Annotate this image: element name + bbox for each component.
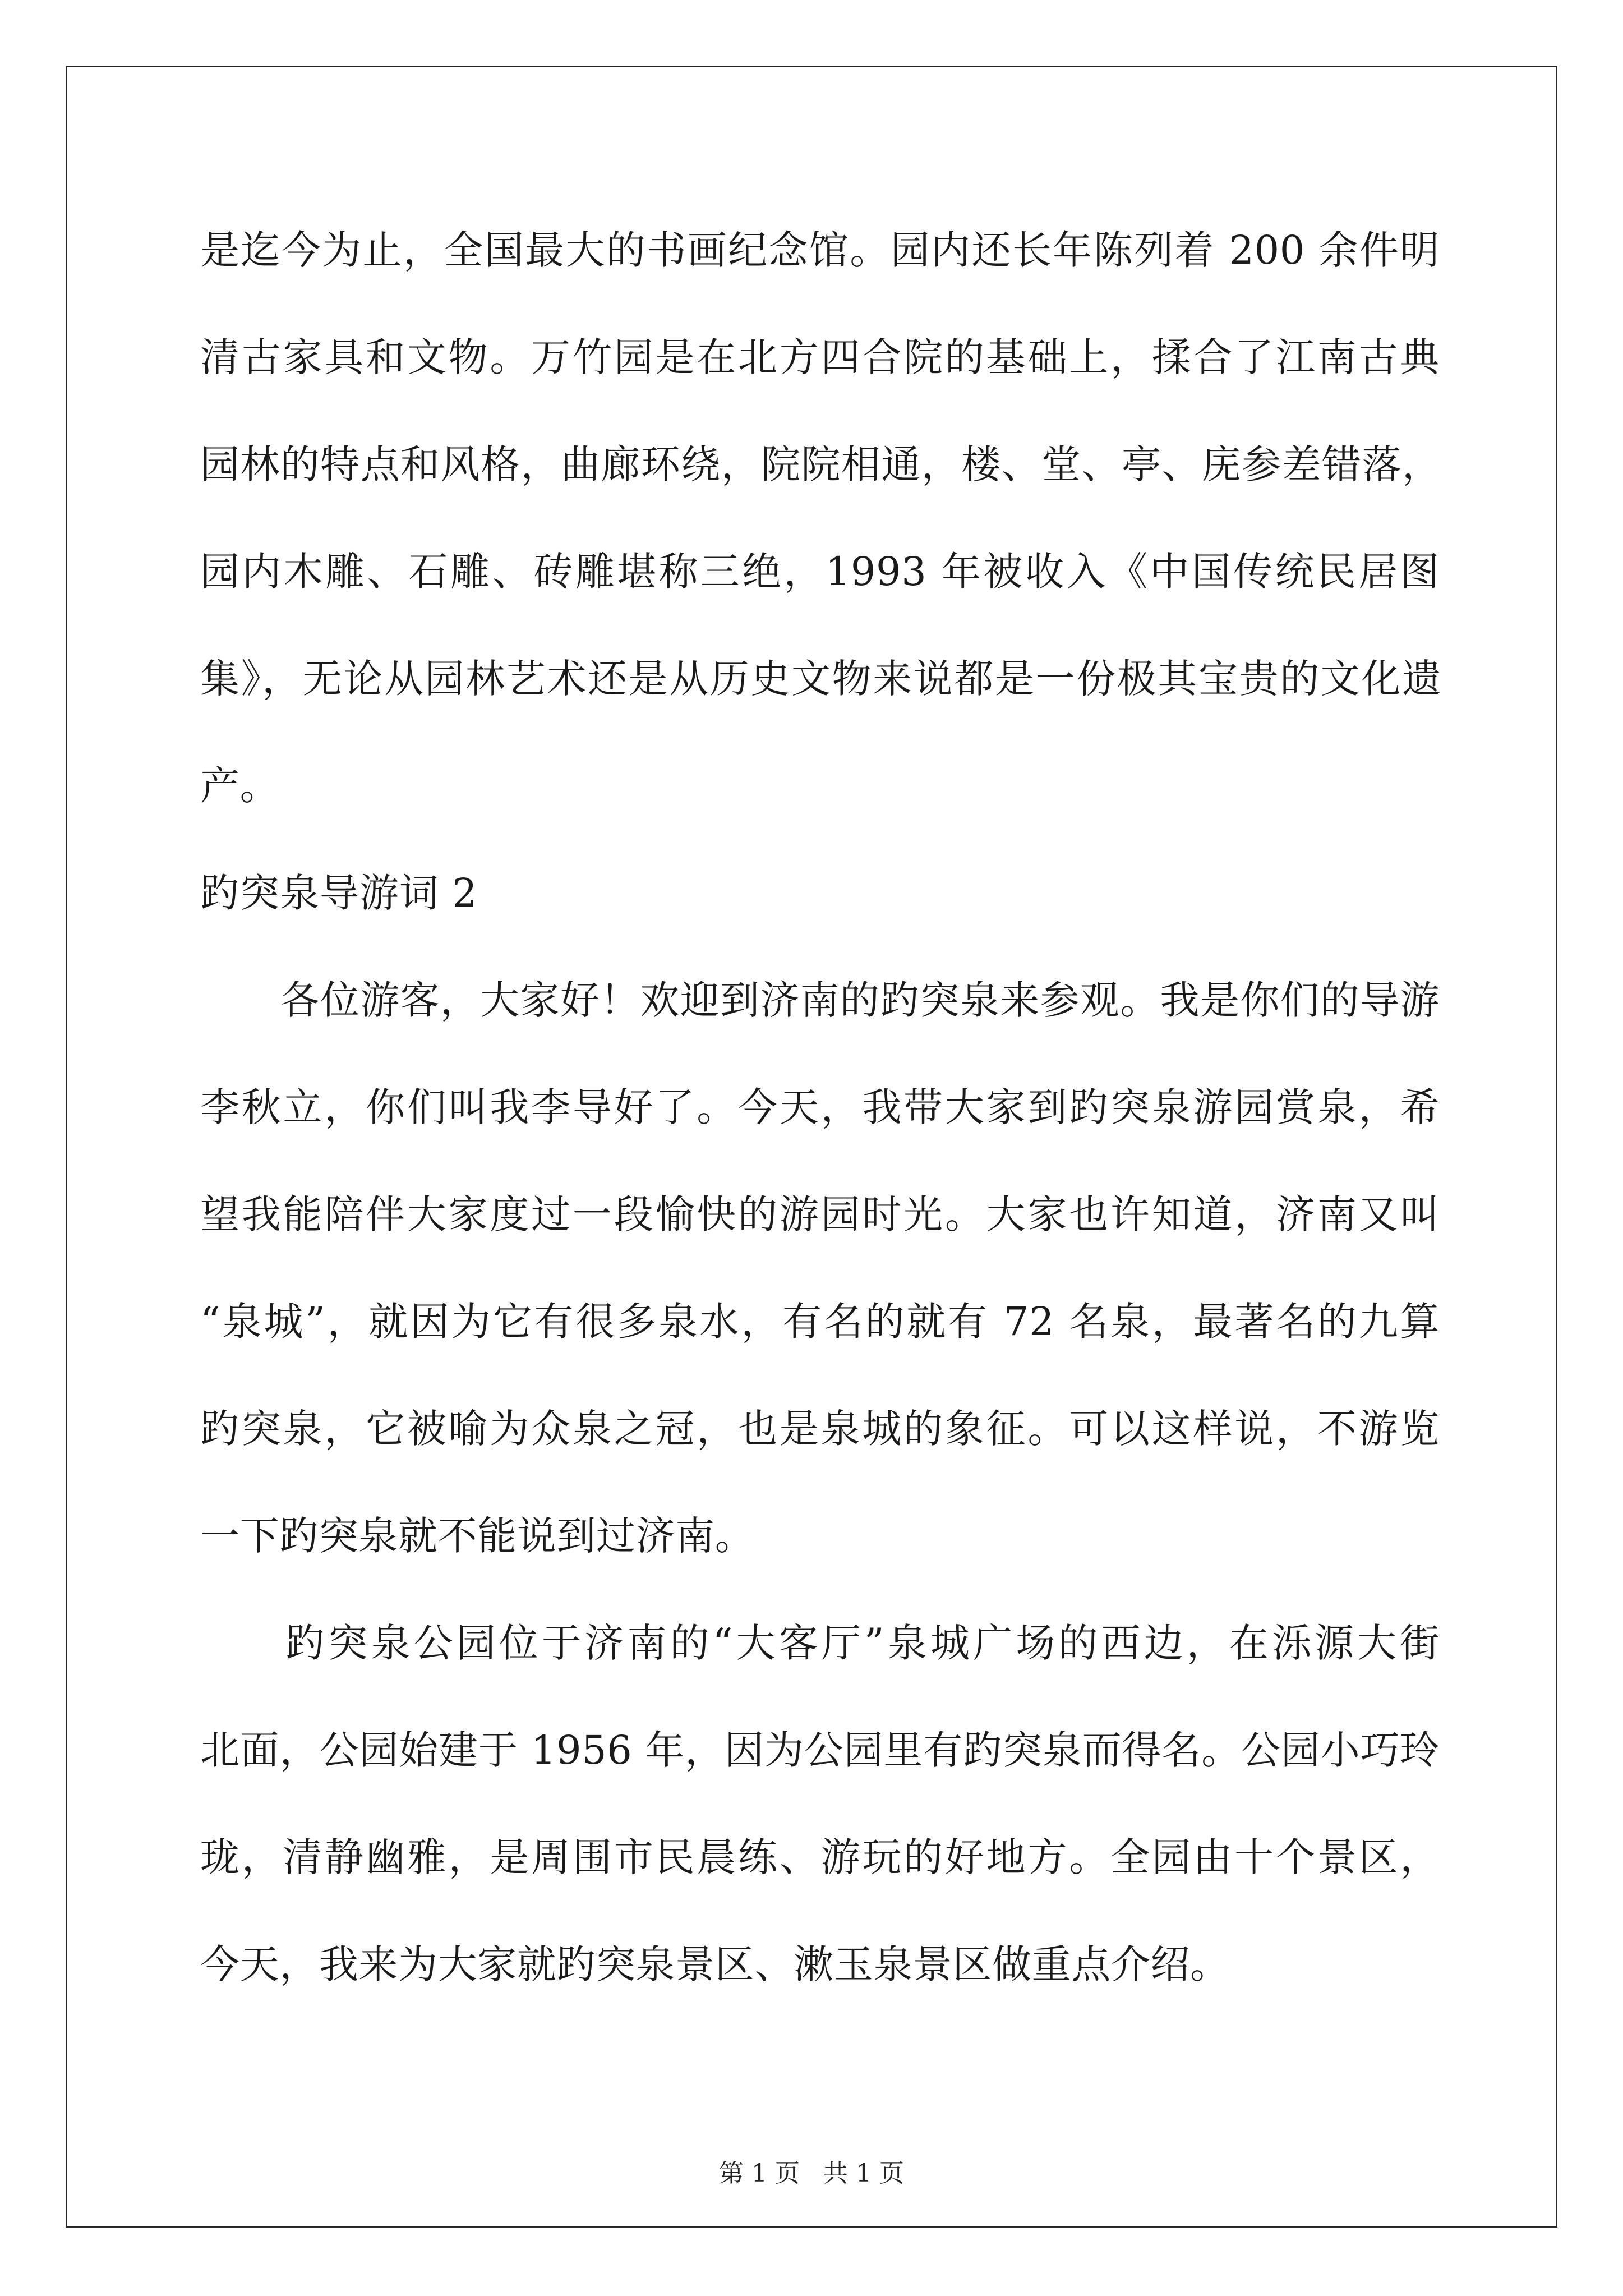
paragraph-first-line: 各位游客，大家好！欢迎到济南的趵突泉来参观。我是你们的导游 [200,977,1440,1023]
text-line: 园内木雕、石雕、砖雕堪称三绝，1993 年被收入《中国传统民居图 [200,549,1440,595]
text-line: 集》，无论从园林艺术还是从历史文物来说都是一份极其宝贵的文化遗 [200,656,1440,702]
paragraph-first-line: 趵突泉公园位于济南的“大客厅”泉城广场的西边，在泺源大街 [200,1620,1440,1666]
text-line: 李秋立，你们叫我李导好了。今天，我带大家到趵突泉游园赏泉，希 [200,1084,1440,1130]
text-line: 望我能陪伴大家度过一段愉快的游园时光。大家也许知道，济南又叫 [200,1191,1440,1237]
text-line: 趵突泉，它被喻为众泉之冠，也是泉城的象征。可以这样说，不游览 [200,1406,1440,1452]
section-heading: 趵突泉导游词 2 [200,870,478,916]
text-line: 珑，清静幽雅，是周围市民晨练、游玩的好地方。全园由十个景区， [200,1834,1440,1880]
text-line: 北面，公园始建于 1956 年，因为公园里有趵突泉而得名。公园小巧玲 [200,1727,1440,1773]
page-footer: 第 1 页 共 1 页 [719,2159,904,2188]
text-line: “泉城”，就因为它有很多泉水，有名的就有 72 名泉，最著名的九算 [200,1299,1440,1345]
text-line: 一下趵突泉就不能说到过济南。 [200,1513,755,1559]
text-line: 清古家具和文物。万竹园是在北方四合院的基础上，揉合了江南古典 [200,334,1440,380]
text-line: 今天，我来为大家就趵突泉景区、漱玉泉景区做重点介绍。 [200,1941,1230,1987]
text-line: 产。 [200,763,280,809]
text-line: 园林的特点和风格，曲廊环绕，院院相通，楼、堂、亭、庑参差错落， [200,441,1440,487]
text-line: 是迄今为止，全国最大的书画纪念馆。园内还长年陈列着 200 余件明 [200,227,1440,273]
document-body [200,211,1440,2032]
